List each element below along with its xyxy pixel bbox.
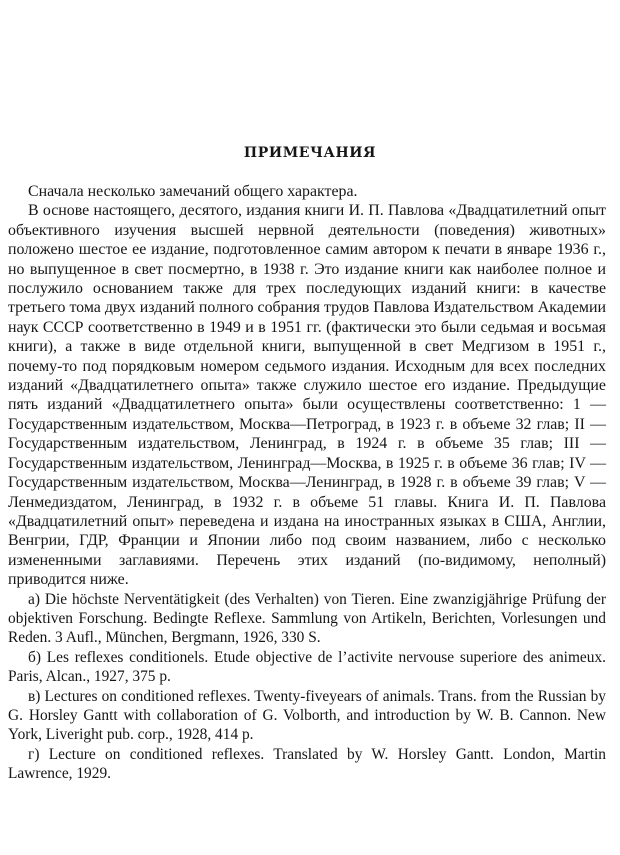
reference-a: а) Die höchste Nerventätigkeit (des Verhalten) von Tieren. Eine zwanzigjährige Prüfung der objektiven Forschung. Bedingte Reflexe. Sammlung von Artikeln, Berichten, Vorlesungen und Reden. 3 Aufl., München, Bergmann, 1926, 330 S. bbox=[8, 590, 606, 647]
page-title: ПРИМЕЧАНИЯ bbox=[243, 145, 377, 161]
reference-g: г) Lecture on conditioned reflexes. Translated by W. Horsley Gantt. London, Martin Lawrence, 1929. bbox=[8, 745, 606, 783]
editions-paragraph: В основе настоящего, десятого, издания книги И. П. Павлова «Двадцатилетний опыт объективного изучения высшей нервной деятельности (поведения) животных» положено шестое ее издание, подготовленное самим автором к печати в январе 1936 г., но выпущенное в свет посмертно, в 1938 г. Это издание книги как наиболее полное и послужило основанием также для трех последующих изданий книги: в качестве третьего тома двух изданий полного собрания трудов Павлова Издательством Академии наук СССР соответственно в 1949 и в 1951 гг. (фактически это были седьмая и восьмая книги), а также в виде отдельной книги, выпущенной в свет Медгизом в 1951 г., почему-то под порядковым номером седьмого издания. Исходным для всех последних изданий «Двадцатилетнего опыта» также служило шестое его издание. Предыдущие пять изданий «Двадцатилетнего опыта» были осуществлены соответственно: 1 — Государственным издательством, Москва—Петроград, в 1923 г. в объеме 32 глав; II — Государственным издательством, Ленинград, в 1924 г. в объеме 35 глав; III — Государственным издательством, Ленинград—Москва, в 1925 г. в объеме 36 глав; IV — Государственным издательством, Москва—Ленинград, в 1928 г. в объеме 39 глав; V — Ленмедиздатом, Ленинград, в 1932 г. в объеме 51 главы. Книга И. П. Павлова «Двадцатилетний опыт» переведена и издана на иностранных языках в США, Англии, Венгрии, ГДР, Франции и Японии либо под своим названием, либо с несколько измененными заглавиями. Перечень этих изданий (по-видимому, неполный) приводится ниже. bbox=[8, 202, 606, 589]
intro-paragraph: Сначала несколько замечаний общего характера. bbox=[28, 183, 358, 200]
reference-b: б) Les reflexes conditionels. Etude objective de l’activite nervouse superiore des animeux. Paris, Alcan., 1927, 375 p. bbox=[8, 648, 606, 686]
reference-v: в) Lectures on conditioned reflexes. Twenty-fiveyears of animals. Trans. from the Russian by G. Horsley Gantt with collaboration of G. Volborth, and introduction by W. B. Cannon. New York, Liveright pub. corp., 1928, 414 p. bbox=[8, 687, 606, 744]
notes-body bbox=[8, 182, 606, 784]
